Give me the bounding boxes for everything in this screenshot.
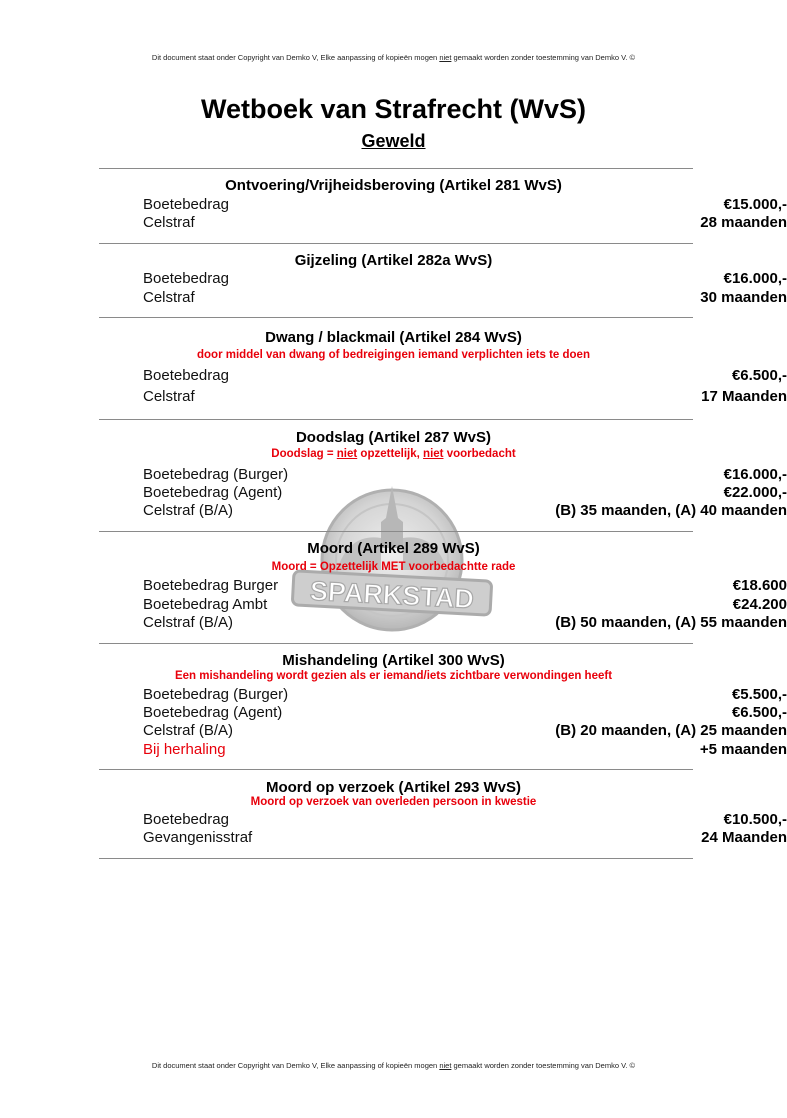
row-value: (B) 20 maanden, (A) 25 maanden — [555, 722, 787, 739]
section-divider — [99, 531, 693, 532]
notice-text-after: gemaakt worden zonder toestemming van Demko V. © — [451, 1061, 636, 1070]
note-part: voorbedacht — [443, 448, 516, 460]
row-value: €6.500,- — [731, 704, 787, 721]
notice-emphasis: niet — [439, 1061, 452, 1070]
row-value: €6.500,- — [731, 367, 787, 384]
notice-emphasis: niet — [439, 53, 452, 62]
note-emphasis: niet — [423, 448, 444, 460]
row-value: (B) 35 maanden, (A) 40 maanden — [555, 502, 787, 519]
section-title: Mishandeling (Artikel 300 WvS) — [282, 652, 505, 669]
row-value: €5.500,- — [731, 686, 787, 703]
row-label: Boetebedrag — [143, 367, 229, 384]
page-subtitle: Geweld — [361, 131, 426, 151]
section-divider — [99, 769, 693, 770]
copyright-notice-bottom — [0, 1061, 787, 1070]
page-title: Wetboek van Strafrecht (WvS) — [200, 94, 587, 124]
row-value: €16.000,- — [723, 270, 787, 287]
section-divider — [99, 858, 693, 859]
notice-text-before: Dit document staat onder Copyright van Demko V, Elke aanpassing of kopieën mogen — [151, 1061, 440, 1070]
notice-text-before: Dit document staat onder Copyright van Demko V, Elke aanpassing of kopieën mogen — [151, 53, 440, 62]
row-value: 24 Maanden — [701, 829, 787, 846]
section-title: Dwang / blackmail (Artikel 284 WvS) — [265, 329, 522, 346]
row-label: Celstraf — [143, 388, 195, 405]
row-label: Boetebedrag — [143, 196, 229, 213]
copyright-notice-top — [0, 53, 787, 62]
row-value: 28 maanden — [700, 214, 787, 231]
row-label: Boetebedrag (Agent) — [143, 484, 283, 501]
section-title: Doodslag (Artikel 287 WvS) — [295, 429, 492, 446]
row-label: Boetebedrag Ambt — [143, 596, 268, 613]
row-value: (B) 50 maanden, (A) 55 maanden — [555, 614, 787, 631]
watermark-text: SPARKSTAD — [309, 575, 475, 615]
section-divider — [99, 168, 693, 169]
section-title: Gijzeling (Artikel 282a WvS) — [294, 252, 493, 269]
section-divider — [99, 643, 693, 644]
row-label: Boetebedrag Burger — [143, 577, 279, 594]
note-emphasis: niet — [336, 448, 358, 460]
section-title: Moord (Artikel 289 WvS) — [307, 540, 480, 557]
note-part: Doodslag = — [271, 448, 337, 460]
section-divider — [99, 419, 693, 420]
row-value: €22.000,- — [723, 484, 787, 501]
row-label: Boetebedrag (Burger) — [143, 686, 289, 703]
row-label: Boetebedrag (Burger) — [143, 466, 289, 483]
section-note — [0, 448, 787, 460]
row-label: Boetebedrag — [143, 270, 229, 287]
row-label: Celstraf (B/A) — [143, 722, 234, 739]
row-value: €18.600 — [732, 577, 787, 594]
note-part: opzettelijk, — [357, 448, 424, 460]
section-divider — [99, 317, 693, 318]
notice-text-after: gemaakt worden zonder toestemming van Demko V. © — [451, 53, 636, 62]
row-label: Boetebedrag — [143, 811, 229, 828]
section-note: Een mishandeling wordt gezien als er iemand/iets zichtbare verwondingen heeft — [174, 670, 613, 682]
row-value: €15.000,- — [723, 196, 787, 213]
section-title: Ontvoering/Vrijheidsberoving (Artikel 281 WvS) — [225, 177, 562, 194]
row-value: +5 maanden — [699, 741, 787, 758]
row-value: €10.500,- — [723, 811, 787, 828]
section-note: Moord = Opzettelijk MET voorbedachtte rade — [271, 561, 516, 573]
row-value: €24.200 — [732, 596, 787, 613]
section-divider — [99, 243, 693, 244]
row-label: Celstraf (B/A) — [143, 614, 234, 631]
row-value: 17 Maanden — [701, 388, 787, 405]
section-title: Moord op verzoek (Artikel 293 WvS) — [265, 779, 522, 796]
row-value: 30 maanden — [700, 289, 787, 306]
row-label: Celstraf — [143, 214, 195, 231]
row-value: €16.000,- — [723, 466, 787, 483]
row-label: Celstraf — [143, 289, 195, 306]
row-label-repeat: Bij herhaling — [143, 741, 226, 758]
row-label: Boetebedrag (Agent) — [143, 704, 283, 721]
row-label: Celstraf (B/A) — [143, 502, 234, 519]
section-note: door middel van dwang of bedreigingen iemand verplichten iets te doen — [197, 349, 590, 361]
section-note: Moord op verzoek van overleden persoon in kwestie — [250, 796, 537, 808]
row-label: Gevangenisstraf — [143, 829, 253, 846]
